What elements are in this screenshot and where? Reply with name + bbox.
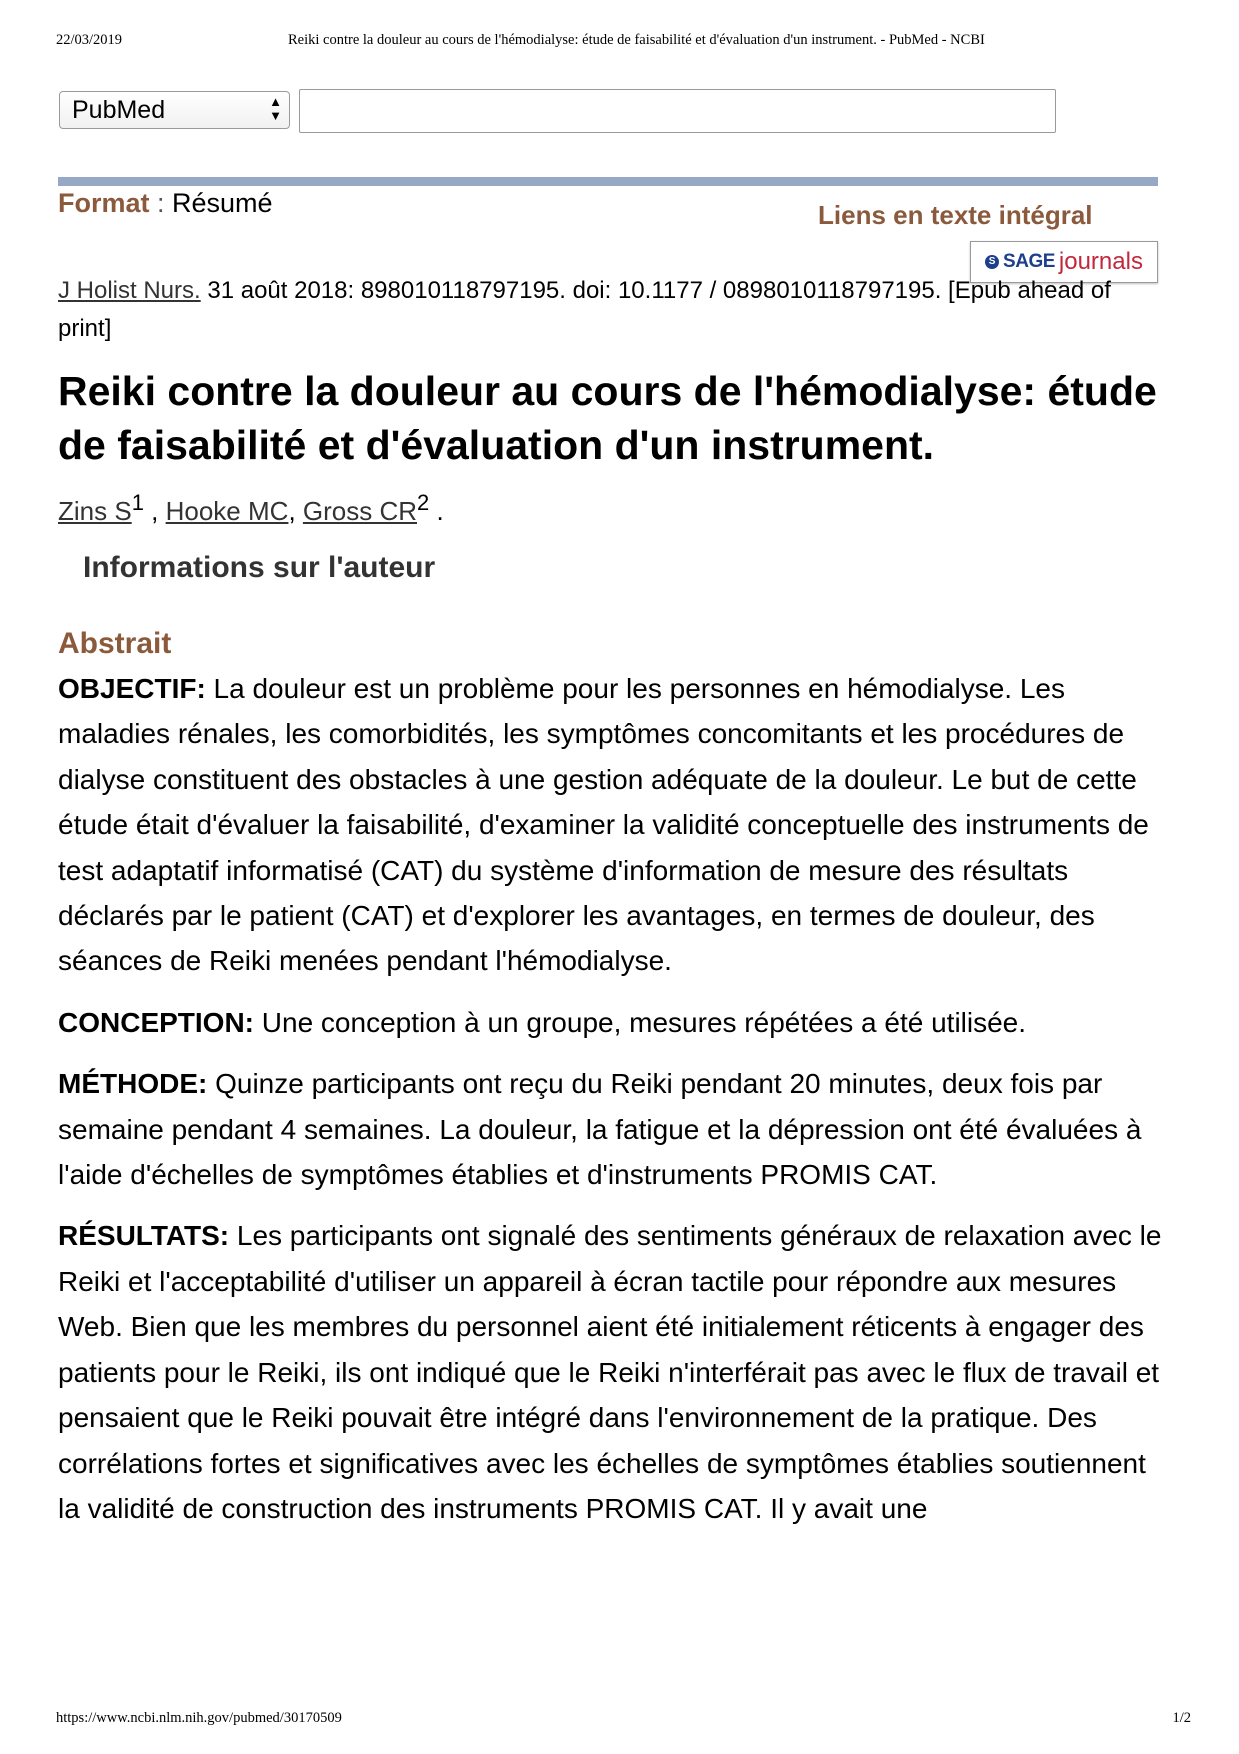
section-label: CONCEPTION:: [58, 1006, 254, 1038]
section-text: Les participants ont signalé des sentiments généraux de relaxation avec le Reiki et l'acceptabilité d'utiliser un appareil à écran tactile pour répondre aux mesures Web. Bien que les membres du personnel aient été initialement réticents à engager des patients pour le Reiki, ils ont indiqué que le Reiki n'interférait pas avec le flux de travail et pensaient que le Reiki pouvait être intégré dans l'environnement de la pratique. Des corrélations fortes et significatives avec les échelles de symptômes établies soutiennent la validité de construction des instruments PROMIS CAT. Il y avait une: [58, 1220, 1162, 1524]
citation: [58, 272, 1160, 348]
section-text: Une conception à un groupe, mesures répétées a été utilisée.: [254, 1006, 1027, 1038]
journals-logo-text: journals: [1058, 248, 1143, 275]
journal-link[interactable]: J Holist Nurs.: [58, 277, 201, 304]
author-link[interactable]: Hooke MC: [165, 496, 289, 526]
section-label: RÉSULTATS:: [58, 1220, 230, 1252]
database-select[interactable]: [59, 91, 290, 129]
author-link[interactable]: Gross CR: [302, 496, 418, 526]
abstract-section: [58, 666, 1168, 984]
search-input[interactable]: [299, 89, 1056, 133]
section-text: Quinze participants ont reçu du Reiki pendant 20 minutes, deux fois par semaine pendant 4 semaines. La douleur, la fatigue et la dépression ont été évaluées à l'aide d'échelles de symptômes établies et d'instruments PROMIS CAT.: [58, 1068, 1142, 1191]
author-list: Zins $S^1$ , Hooke MC, Gross $CR^2$ .: [58, 490, 444, 526]
header-divider: [58, 177, 1158, 186]
print-date: 22/03/2019: [56, 32, 123, 48]
print-url: https://www.ncbi.nlm.nih.gov/pubmed/30170509: [56, 1710, 342, 1726]
sage-logo-icon: S: [985, 255, 999, 269]
full-text-links-title: Liens en texte intégral: [818, 200, 1093, 230]
abstract-body: [58, 666, 1168, 1547]
article-title: Reiki contre la douleur au cours de l'hémodialyse: étude de faisabilité et d'évaluation d'un instrument.: [58, 368, 1157, 468]
format-selector: [58, 188, 273, 219]
section-text: La douleur est un problème pour les personnes en hémodialyse. Les maladies rénales, les comorbidités, les symptômes concomitants et les procédures de dialyse constituent des obstacles à une gestion adéquate de la douleur. Le but de cette étude était d'évaluer la faisabilité, d'examiner la validité conceptuelle des instruments de test adaptatif informatisé (CAT) du système d'information de mesure des résultats déclarés par le patient (CAT) et d'explorer les avantages, en termes de douleur, des séances de Reiki menées pendant l'hémodialyse.: [58, 673, 1149, 977]
author-affiliation-marker: 1: [131, 490, 144, 515]
format-label[interactable]: Format: [58, 188, 150, 218]
section-label: OBJECTIF:: [58, 673, 206, 704]
citation-details: 31 août 2018: 898010118797195. doi: 10.1177 / 0898010118797195. [Epub ahead of print]: [58, 277, 1111, 342]
section-label: MÉTHODE:: [58, 1068, 208, 1100]
print-page-title: Reiki contre la douleur au cours de l'hémodialyse: étude de faisabilité et d'évaluation d'un instrument. - PubMed - NCBI: [288, 32, 985, 48]
abstract-section: [58, 1000, 1168, 1045]
format-value: Résumé: [172, 188, 273, 218]
abstract-section: [58, 1061, 1168, 1197]
author-affiliation-marker: 2: [417, 490, 430, 515]
format-separator: :: [149, 188, 173, 218]
database-select-value: PubMed: [72, 96, 166, 124]
abstract-heading: Abstrait: [58, 627, 172, 660]
author-link[interactable]: Zins S: [58, 496, 132, 526]
author-info-toggle[interactable]: Informations sur l'auteur: [83, 551, 436, 584]
select-arrows-icon: ▲ ▼: [269, 94, 282, 123]
print-footer: [56, 1710, 1191, 1727]
abstract-section: [58, 1213, 1168, 1531]
sage-logo-text: SAGE: [1003, 251, 1055, 272]
print-page-number: 1/2: [1172, 1710, 1191, 1726]
